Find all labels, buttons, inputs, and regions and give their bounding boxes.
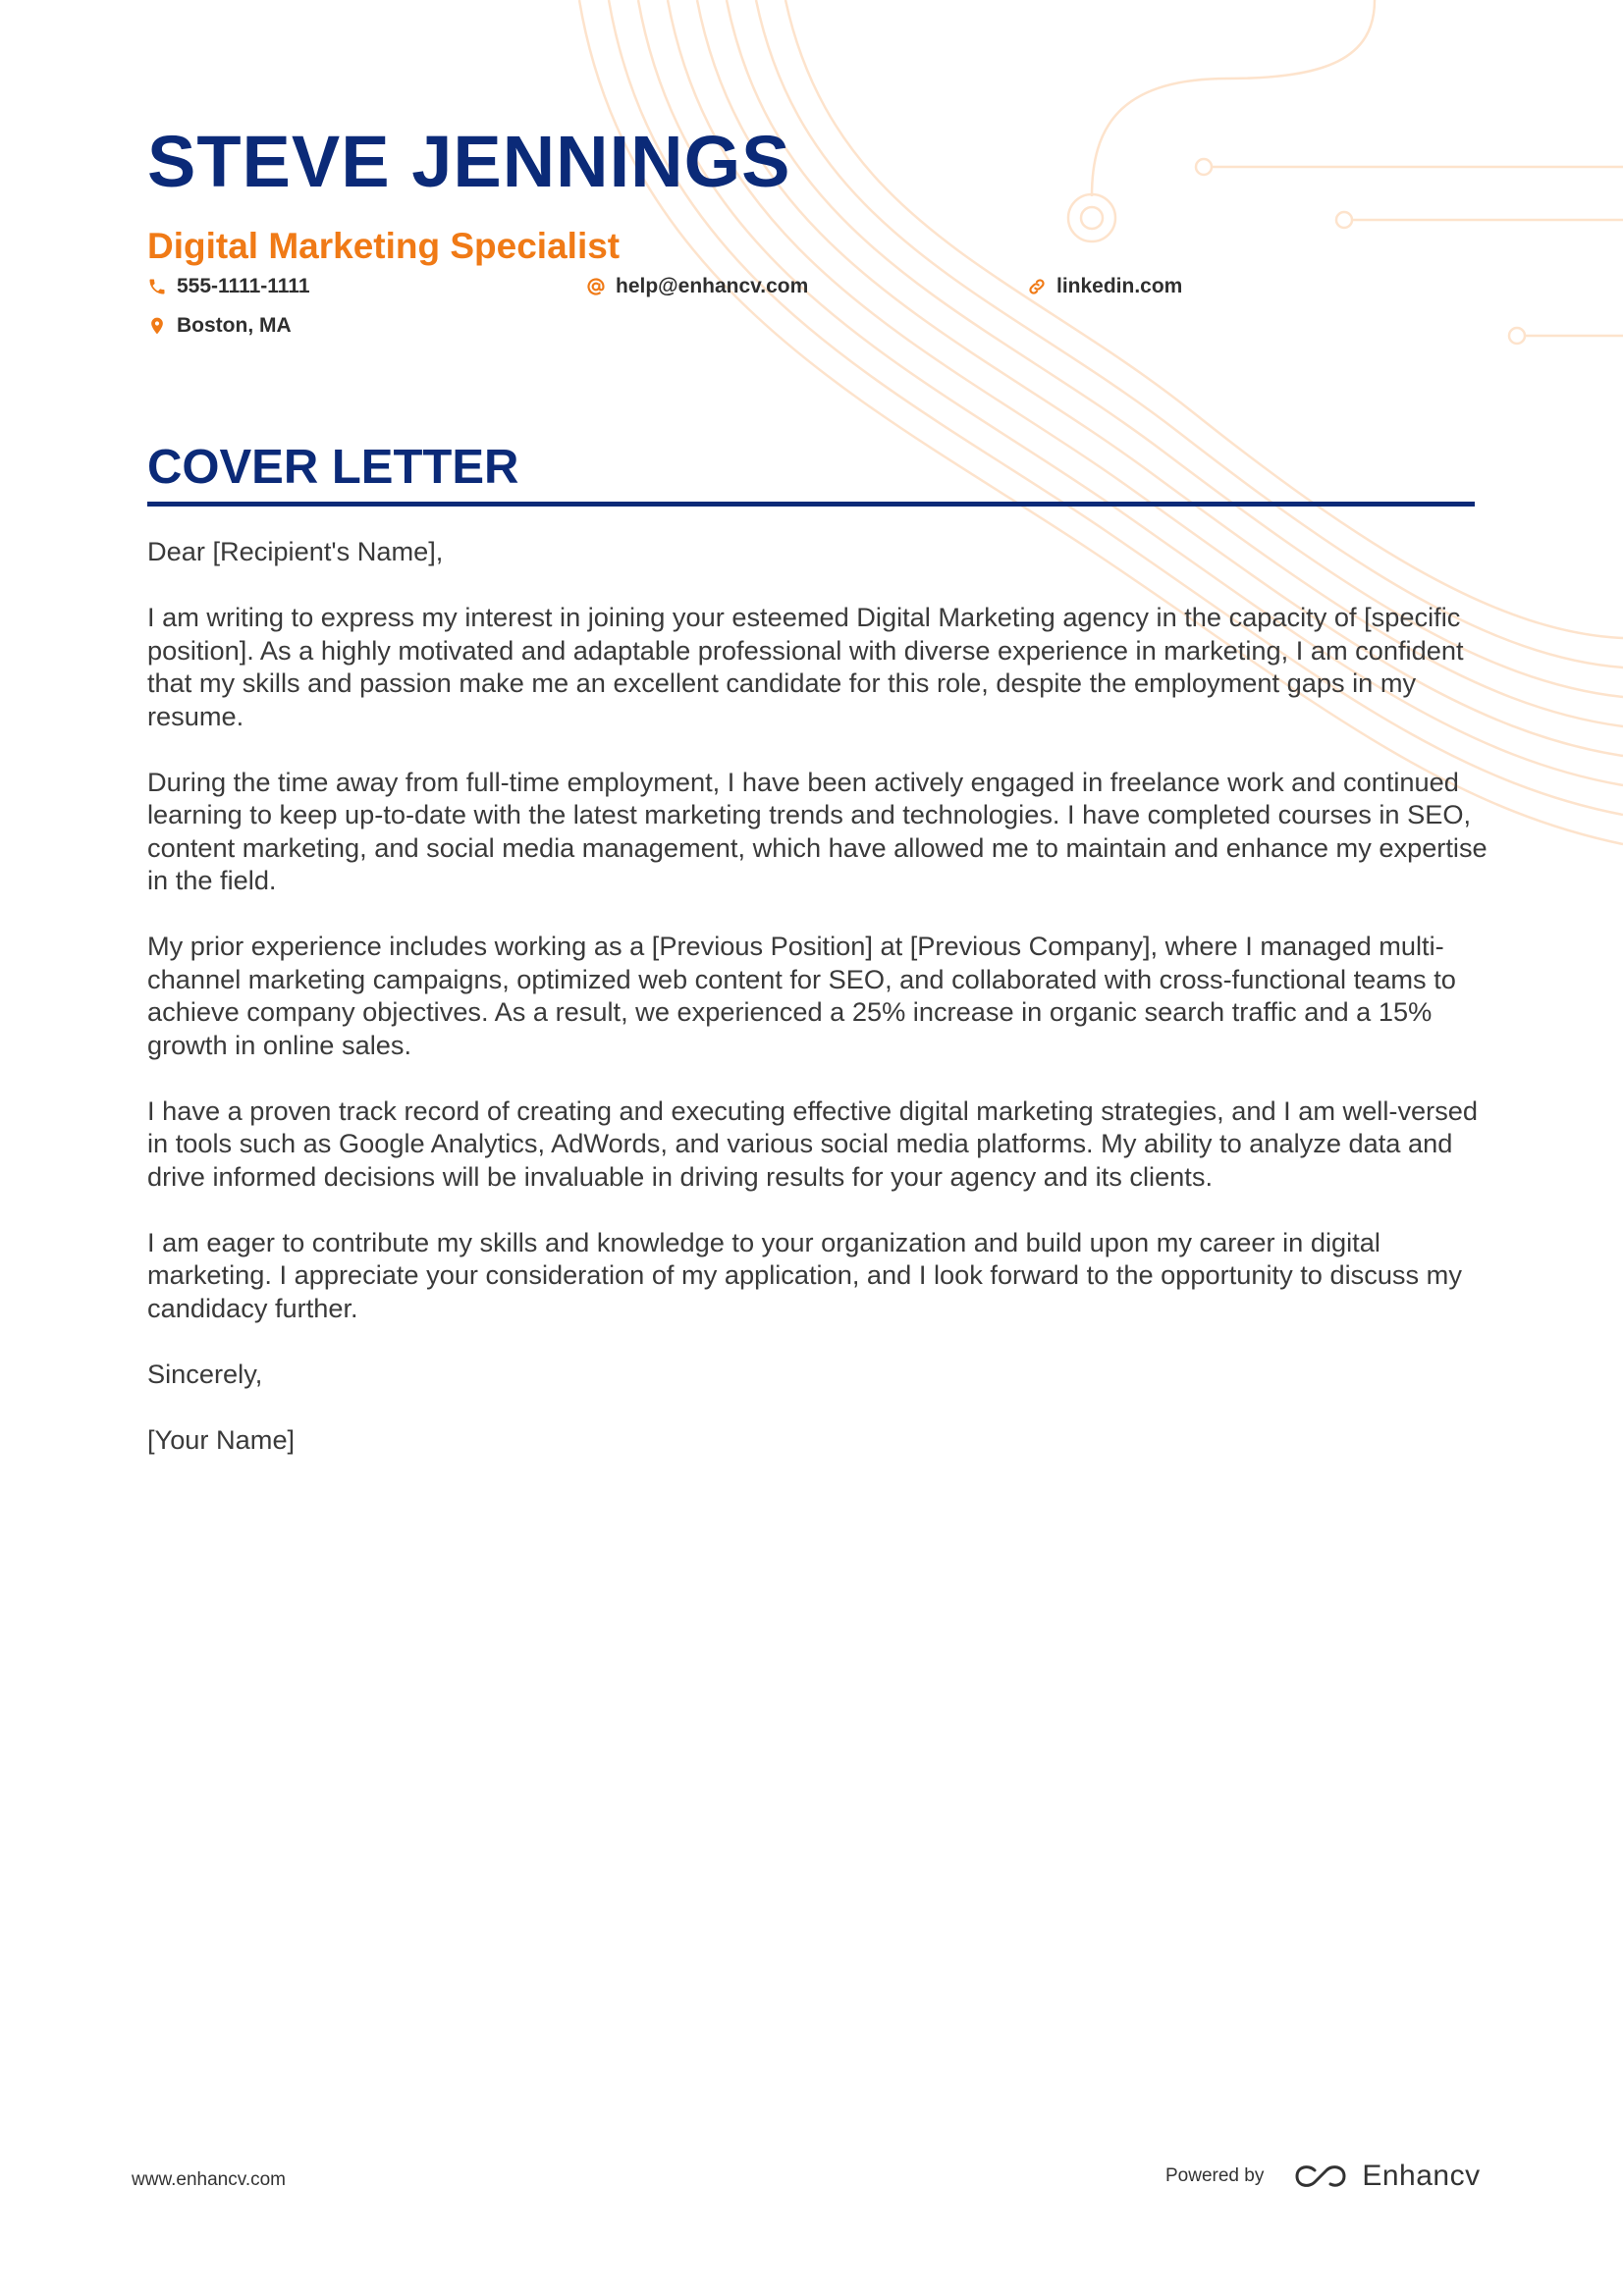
link-text: linkedin.com [1056, 275, 1183, 297]
letter-paragraph: I am eager to contribute my skills and knowledge to your organization and build upon my career in digital marketing. I appreciate your consideration of my application, and I look forward to the opportunity to discuss my candidacy further. [147, 1226, 1462, 1323]
candidate-name: STEVE JENNINGS [147, 121, 791, 202]
letter-closing: Sincerely, [147, 1358, 263, 1389]
powered-by-text: Powered by [1165, 2165, 1265, 2186]
contact-info [147, 275, 1483, 344]
phone-text: 555-1111-1111 [177, 275, 310, 297]
letter-body [147, 535, 1488, 1489]
contact-location [147, 314, 292, 338]
section-title: COVER LETTER [147, 444, 1475, 507]
email-text: help@enhancv.com [616, 275, 809, 297]
letter-paragraph: I am writing to express my interest in joining your esteemed Digital Marketing agency in the capacity of [specific position]. As a highly motivated and adaptable professional with diverse experience in marketing, I am confident that my skills and passion make me an excellent candidate for this role, despite the employment gaps in my resume. [147, 602, 1464, 731]
letter-paragraph: My prior experience includes working as a [Previous Position] at [Previous Company], where I managed multi-channel marketing campaigns, optimized web content for SEO, and collaborated with cross-functional teams to achieve company objectives. As a result, we experienced a 25% increase in organic search traffic and a 15% growth in online sales. [147, 931, 1456, 1060]
footer-branding [1165, 2160, 1481, 2193]
letter-greeting: Dear [Recipient's Name], [147, 536, 444, 566]
contact-phone[interactable] [147, 275, 310, 298]
letter-signature: [Your Name] [147, 1423, 296, 1455]
contact-email[interactable] [586, 275, 808, 298]
letter-paragraph: I have a proven track record of creating and executing effective digital marketing strategies, and I am well-versed in tools such as Google Analytics, AdWords, and various social media platforms. My ability to analyze data and drive informed decisions will be invaluable in driving results for your agency and its clients. [147, 1095, 1479, 1192]
brand-name: Enhancv [1362, 2160, 1481, 2192]
enhancv-logo-icon [1293, 2163, 1348, 2190]
location-text: Boston, MA [177, 314, 292, 337]
at-icon [586, 277, 606, 296]
resume-header [147, 121, 1483, 266]
brand-link[interactable] [1293, 2160, 1480, 2193]
contact-link[interactable] [1027, 275, 1182, 298]
footer-website[interactable]: www.enhancv.com [132, 2169, 286, 2190]
link-icon [1027, 277, 1047, 296]
location-pin-icon [147, 316, 167, 336]
candidate-role: Digital Marketing Specialist [147, 226, 621, 266]
letter-paragraph: During the time away from full-time employment, I have been actively engaged in freelance work and continued learning to keep up-to-date with the latest marketing trends and technologies. I have completed courses in SEO, content marketing, and social media management, which have allowed me to maintain and enhance my expertise in the field. [147, 766, 1488, 895]
phone-icon [147, 277, 167, 296]
